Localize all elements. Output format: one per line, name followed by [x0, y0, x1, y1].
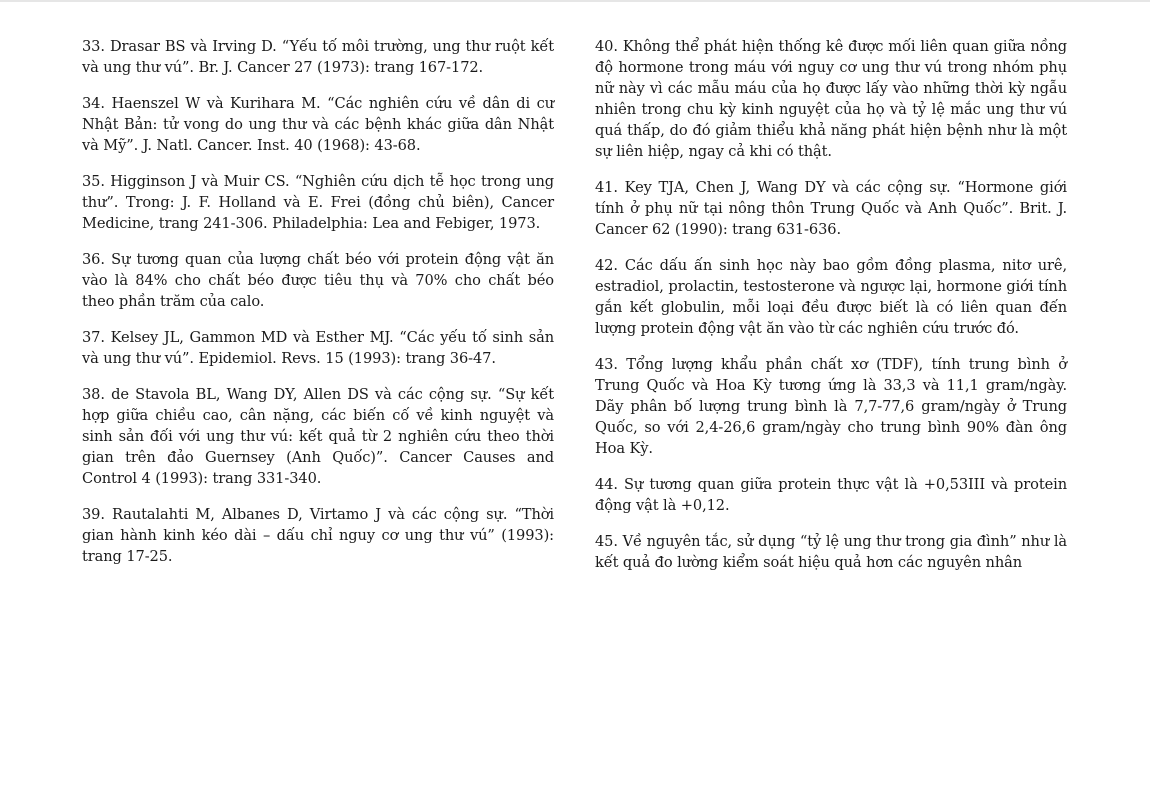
reference-35: 35. Higginson J và Muir CS. “Nghiên cứu dịch tễ học trong ung thư”. Trong: J. F. Holland và E. Frei (đồng chủ biên), Cancer Medicine, trang 241-306. Philadelphia: Lea and Febiger, 1973. [82, 173, 554, 232]
reference-37: 37. Kelsey JL, Gammon MD và Esther MJ. “Các yếu tố sinh sản và ung thư vú”. Epidemiol. Revs. 15 (1993): trang 36-47. [82, 329, 554, 367]
reference-39: 39. Rautalahti M, Albanes D, Virtamo J và các cộng sự. “Thời gian hành kinh kéo dài – dấu chỉ nguy cơ ung thư vú” (1993): trang 17-25. [82, 506, 554, 565]
reference-36: 36. Sự tương quan của lượng chất béo với protein động vật ăn vào là 84% cho chất béo được tiêu thụ và 70% cho chất béo theo phần trăm của calo. [82, 251, 554, 310]
right-column [595, 36, 1067, 588]
reference-40: 40. Không thể phát hiện thống kê được mối liên quan giữa nồng độ hormone trong máu với nguy cơ ung thư vú trong nhóm phụ nữ này vì các mẫu máu của họ được lấy vào những thời kỳ ngẫu nhiên trong chu kỳ kinh nguyệt của họ và tỷ lệ mắc ung thư vú quá thấp, do đó giảm thiểu khả năng phát hiện bệnh như là một sự liên hiệp, ngay cả khi có thật. [595, 38, 1067, 160]
reference-43: 43. Tổng lượng khẩu phần chất xơ (TDF), tính trung bình ở Trung Quốc và Hoa Kỳ tương ứng là 33,3 và 11,1 gram/ngày. Dãy phân bố lượng trung bình là 7,7-77,6 gram/ngày ở Trung Quốc, so với 2,4-26,6 gram/ngày cho trung bình 90% đàn ông Hoa Kỳ. [595, 356, 1067, 457]
reference-41: 41. Key TJA, Chen J, Wang DY và các cộng sự. “Hormone giới tính ở phụ nữ tại nông thôn Trung Quốc và Anh Quốc”. Brit. J. Cancer 62 (1990): trang 631-636. [595, 179, 1067, 238]
reference-45: 45. Về nguyên tắc, sử dụng “tỷ lệ ung thư trong gia đình” như là kết quả đo lường kiểm soát hiệu quả hơn các nguyên nhân [595, 533, 1067, 571]
left-column [82, 36, 554, 582]
reference-38: 38. de Stavola BL, Wang DY, Allen DS và các cộng sự. “Sự kết hợp giữa chiều cao, cân nặng, các biến cố về kinh nguyệt và sinh sản đối với ung thư vú: kết quả từ 2 nghiên cứu theo thời gian trên đảo Guernsey (Anh Quốc)”. Cancer Causes and Control 4 (1993): trang 331-340. [82, 386, 554, 487]
reference-33: 33. Drasar BS và Irving D. “Yếu tố môi trường, ung thư ruột kết và ung thư vú”. Br. J. Cancer 27 (1973): trang 167-172. [82, 38, 554, 76]
reference-44: 44. Sự tương quan giữa protein thực vật là +0,53III và protein động vật là +0,12. [595, 476, 1067, 514]
page-top-border [0, 0, 1150, 2]
reference-34: 34. Haenszel W và Kurihara M. “Các nghiên cứu về dân di cư Nhật Bản: tử vong do ung thư và các bệnh khác giữa dân Nhật và Mỹ”. J. Natl. Cancer. Inst. 40 (1968): 43-68. [82, 95, 554, 154]
reference-42: 42. Các dấu ấn sinh học này bao gồm đồng plasma, nitơ urê, estradiol, prolactin, testosterone và ngược lại, hormone giới tính gắn kết globulin, mỗi loại đều được biết là có liên quan đến lượng protein động vật ăn vào từ các nghiên cứu trước đó. [595, 257, 1067, 337]
